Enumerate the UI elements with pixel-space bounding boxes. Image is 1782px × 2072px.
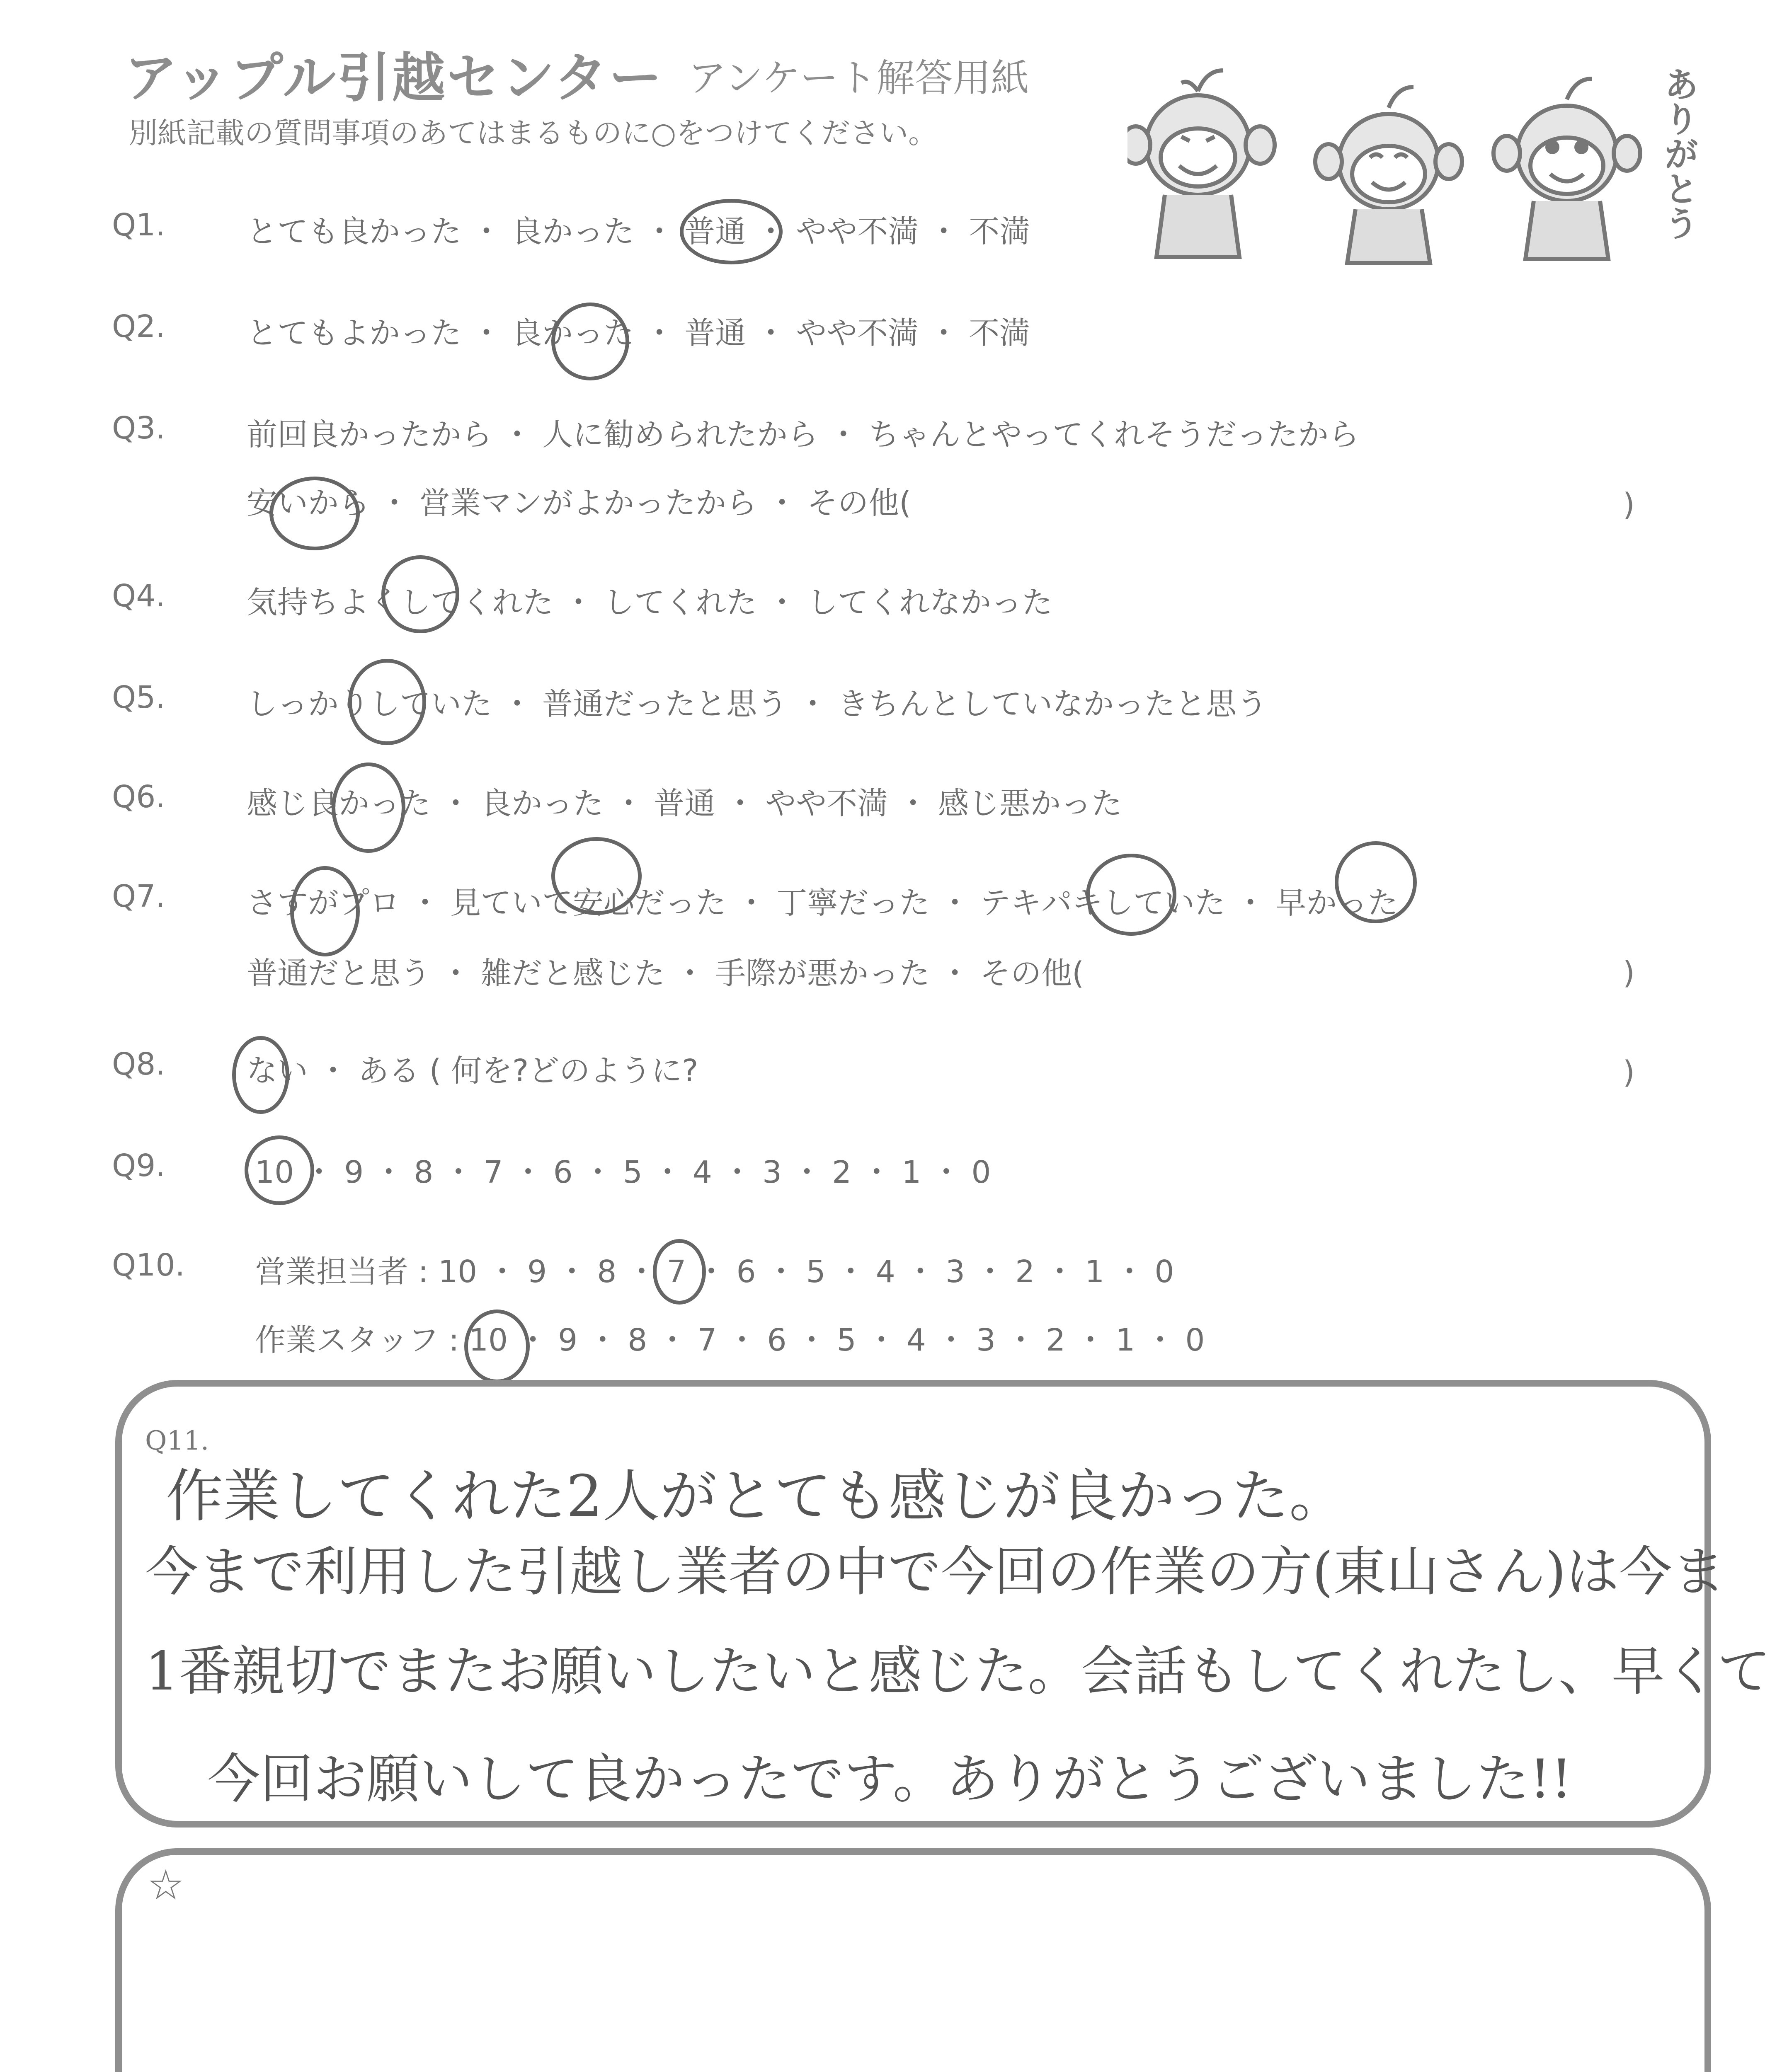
- q7-close-paren: ): [1623, 955, 1635, 991]
- form-title: アップル引越センター: [124, 47, 664, 109]
- answer-circle: [232, 1036, 289, 1114]
- form-subtitle: アンケート解答用紙: [688, 56, 1029, 100]
- q1-label: Q1.: [112, 207, 165, 243]
- instruction-text: 別紙記載の質問事項のあてはまるものに○をつけてください。: [128, 116, 938, 150]
- q5-options: しっかりしていた ・ 普通だったと思う ・ きちんとしていなかったと思う: [247, 686, 1268, 722]
- answer-circle: [290, 866, 360, 956]
- q10-staff-scale: 作業スタッフ : 10 ・ 9 ・ 8 ・ 7 ・ 6 ・ 5 ・ 4 ・ 3 ・ 2 ・ 1 ・ 0: [255, 1322, 1205, 1358]
- answer-circle: [1086, 854, 1176, 936]
- q3-options-line1: 前回良かったから ・ 人に勧められたから ・ ちゃんとやってくれそうだったから: [247, 417, 1360, 453]
- answer-circle: [680, 199, 783, 264]
- answer-circle: [464, 1310, 530, 1383]
- star-icon: ☆: [147, 1861, 184, 1909]
- q7-options-line2: 普通だと思う ・ 雑だと感じた ・ 手際が悪かった ・ その他(: [247, 956, 1084, 991]
- q10-label: Q10.: [112, 1247, 185, 1283]
- q3-close-paren: ): [1623, 487, 1635, 523]
- star-comment-box: [115, 1848, 1711, 2072]
- q7-label: Q7.: [112, 879, 165, 914]
- answer-circle: [245, 1135, 314, 1205]
- monkey-mascots-illustration: [1127, 50, 1708, 265]
- q8-label: Q8.: [112, 1046, 165, 1082]
- monkey-icon: [1127, 70, 1275, 257]
- q11-comment-line1: 作業してくれた2人がとても感じが良かった。: [166, 1463, 1346, 1530]
- thanks-text: ありがとう: [1658, 66, 1699, 240]
- q4-label: Q4.: [112, 578, 165, 614]
- q3-label: Q3.: [112, 410, 165, 446]
- answer-circle: [332, 762, 405, 853]
- answer-circle: [551, 303, 629, 380]
- q6-options: 感じ良かった ・ 良かった ・ 普通 ・ やや不満 ・ 感じ悪かった: [247, 786, 1123, 821]
- q2-options: とてもよかった ・ 良かった ・ 普通 ・ やや不満 ・ 不満: [247, 315, 1030, 351]
- answer-circle: [381, 555, 459, 633]
- q11-comment-line2: 今まで利用した引越し業者の中で今回の作業の方(東山さん)は今ま: [145, 1541, 1725, 1603]
- q6-label: Q6.: [112, 779, 165, 815]
- answer-circle: [348, 659, 426, 745]
- q9-label: Q9.: [112, 1148, 165, 1184]
- q5-label: Q5.: [112, 680, 165, 715]
- q3-options-line2: 安いから ・ 営業マンがよかったから ・ その他(: [247, 485, 911, 521]
- answer-circle: [269, 477, 360, 550]
- q8-options: ない ・ ある ( 何を?どのように?: [247, 1053, 698, 1089]
- monkey-icon: [1315, 87, 1462, 263]
- q4-options: 気持ちよくしてくれた ・ してくれた ・ してくれなかった: [247, 585, 1053, 620]
- q7-options-line1: さすがプロ ・ 見ていて安心だった ・ 丁寧だった ・ テキパキしていた ・ 早かった: [247, 885, 1399, 921]
- q9-scale: 10 ・ 9 ・ 8 ・ 7 ・ 6 ・ 5 ・ 4 ・ 3 ・ 2 ・ 1 ・ 0: [255, 1155, 991, 1190]
- q11-comment-line3: 1番親切でまたお願いしたいと感じた。会話もしてくれたし、早くて: [145, 1641, 1771, 1702]
- answer-circle: [551, 837, 642, 915]
- answer-circle: [653, 1239, 706, 1305]
- q10-sales-scale: 営業担当者 : 10 ・ 9 ・ 8 ・ 7 ・ 6 ・ 5 ・ 4 ・ 3 ・ 2 ・ 1 ・ 0: [255, 1254, 1174, 1290]
- q1-options: とても良かった ・ 良かった ・ 普通 ・ やや不満 ・ 不満: [247, 214, 1030, 249]
- q8-close-paren: ): [1623, 1055, 1635, 1090]
- answer-circle: [1335, 841, 1417, 923]
- q11-comment-line4: 今回お願いして良かったです。ありがとうございました!!: [207, 1748, 1572, 1810]
- q11-label: Q11.: [145, 1426, 209, 1456]
- monkey-icon: [1493, 79, 1640, 259]
- q2-label: Q2.: [112, 309, 165, 344]
